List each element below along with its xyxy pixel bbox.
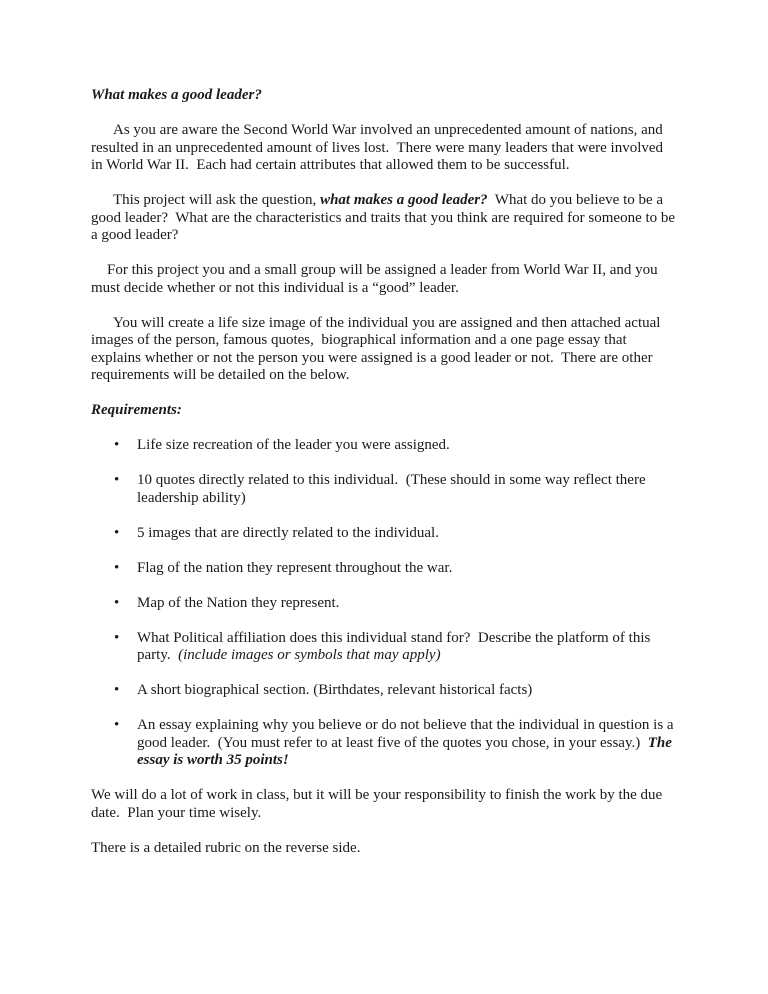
bullet-item-biographical <box>91 682 748 700</box>
text-run: This project will ask the question, <box>113 192 321 208</box>
text-line <box>137 735 674 753</box>
paragraph-intro-ww2 <box>91 122 748 175</box>
bullet-item-political-affiliation <box>91 630 748 665</box>
paragraph-closing-responsibility <box>91 787 748 822</box>
text-line: good leader? What are the characteristics and traits that you think are required for someone to be <box>91 209 676 226</box>
bullet-text <box>137 437 450 455</box>
text-line: Flag of the nation they represent throughout the war. <box>137 559 453 576</box>
text-line: images of the person, famous quotes, biographical information and a one page essay that <box>91 332 627 348</box>
paragraph-rubric-note <box>91 840 748 858</box>
bullet-text <box>137 595 339 613</box>
bullet-text <box>137 682 532 700</box>
text-line: resulted in an unprecedented amount of lives lost. There were many leaders that were involved <box>91 139 664 156</box>
text-run: party. <box>137 647 179 663</box>
bullet-item-flag <box>91 560 748 578</box>
requirements-heading <box>91 402 748 420</box>
text-line: Map of the Nation they represent. <box>137 594 340 611</box>
requirements-heading-text: Requirements: <box>91 402 182 418</box>
paragraph-group-assignment <box>91 262 748 297</box>
text-line: must decide whether or not this individual is a “good” leader. <box>91 279 459 296</box>
text-line: We will do a lot of work in class, but it will be your responsibility to finish the work by the due <box>91 787 663 803</box>
text-line-emphasis: essay is worth 35 points! <box>137 752 289 768</box>
requirements-list <box>91 437 748 770</box>
bullet-text <box>137 560 452 578</box>
bullet-item-essay <box>91 717 748 770</box>
text-line: Life size recreation of the leader you were assigned. <box>137 437 450 453</box>
text-line: As you are aware the Second World War involved an unprecedented amount of nations, and <box>113 122 663 138</box>
doc-title-text: What makes a good leader? <box>91 87 262 103</box>
bullet-text <box>137 630 650 665</box>
text-run: What do you believe to be a <box>487 192 664 208</box>
text-line: explains whether or not the person you were assigned is a good leader or not. There are other <box>91 349 653 366</box>
text-run-italic: (include images or symbols that may apply) <box>178 647 441 663</box>
text-line: A short biographical section. (Birthdates, relevant historical facts) <box>137 682 533 698</box>
bullet-icon: • <box>114 472 120 488</box>
bullet-item-quotes <box>91 472 748 507</box>
bullet-icon: • <box>114 594 120 611</box>
paragraph-life-size-image <box>91 315 748 385</box>
bullet-item-map <box>91 595 748 613</box>
bullet-text <box>137 525 439 543</box>
text-line: An essay explaining why you believe or do not believe that the individual in question is a <box>137 717 674 733</box>
paragraph-project-question <box>91 192 748 245</box>
bullet-icon: • <box>114 629 120 646</box>
text-run-emphasis: what makes a good leader? <box>320 192 488 208</box>
text-line: There is a detailed rubric on the reverse side. <box>91 839 361 856</box>
bullet-item-images <box>91 525 748 543</box>
text-line <box>91 192 748 210</box>
text-run-emphasis: The <box>647 734 672 751</box>
bullet-text <box>137 472 646 507</box>
bullet-icon: • <box>114 524 120 541</box>
text-line: a good leader? <box>91 227 179 243</box>
text-line: leadership ability) <box>137 489 246 506</box>
bullet-text <box>137 717 674 770</box>
bullet-icon: • <box>114 682 120 698</box>
bullet-icon: • <box>114 717 120 733</box>
text-line: 10 quotes directly related to this individual. (These should in some way reflect there <box>137 472 646 488</box>
bullet-icon: • <box>114 437 120 453</box>
text-line: date. Plan your time wisely. <box>91 804 262 821</box>
text-line: in World War II. Each had certain attributes that allowed them to be successful. <box>91 157 570 173</box>
text-line <box>137 647 650 665</box>
bullet-item-life-size <box>91 437 748 455</box>
text-line: For this project you and a small group will be assigned a leader from World War II, and you <box>107 262 658 278</box>
text-line: You will create a life size image of the individual you are assigned and then attached actual <box>113 314 661 331</box>
text-line: What Political affiliation does this individual stand for? Describe the platform of this <box>137 629 651 646</box>
doc-title <box>91 87 748 105</box>
text-line: 5 images that are directly related to the individual. <box>137 524 439 541</box>
text-run: good leader. (You must refer to at least five of the quotes you chose, in your essay.) <box>137 734 648 751</box>
bullet-icon: • <box>114 559 120 576</box>
text-line: requirements will be detailed on the below. <box>91 367 350 383</box>
